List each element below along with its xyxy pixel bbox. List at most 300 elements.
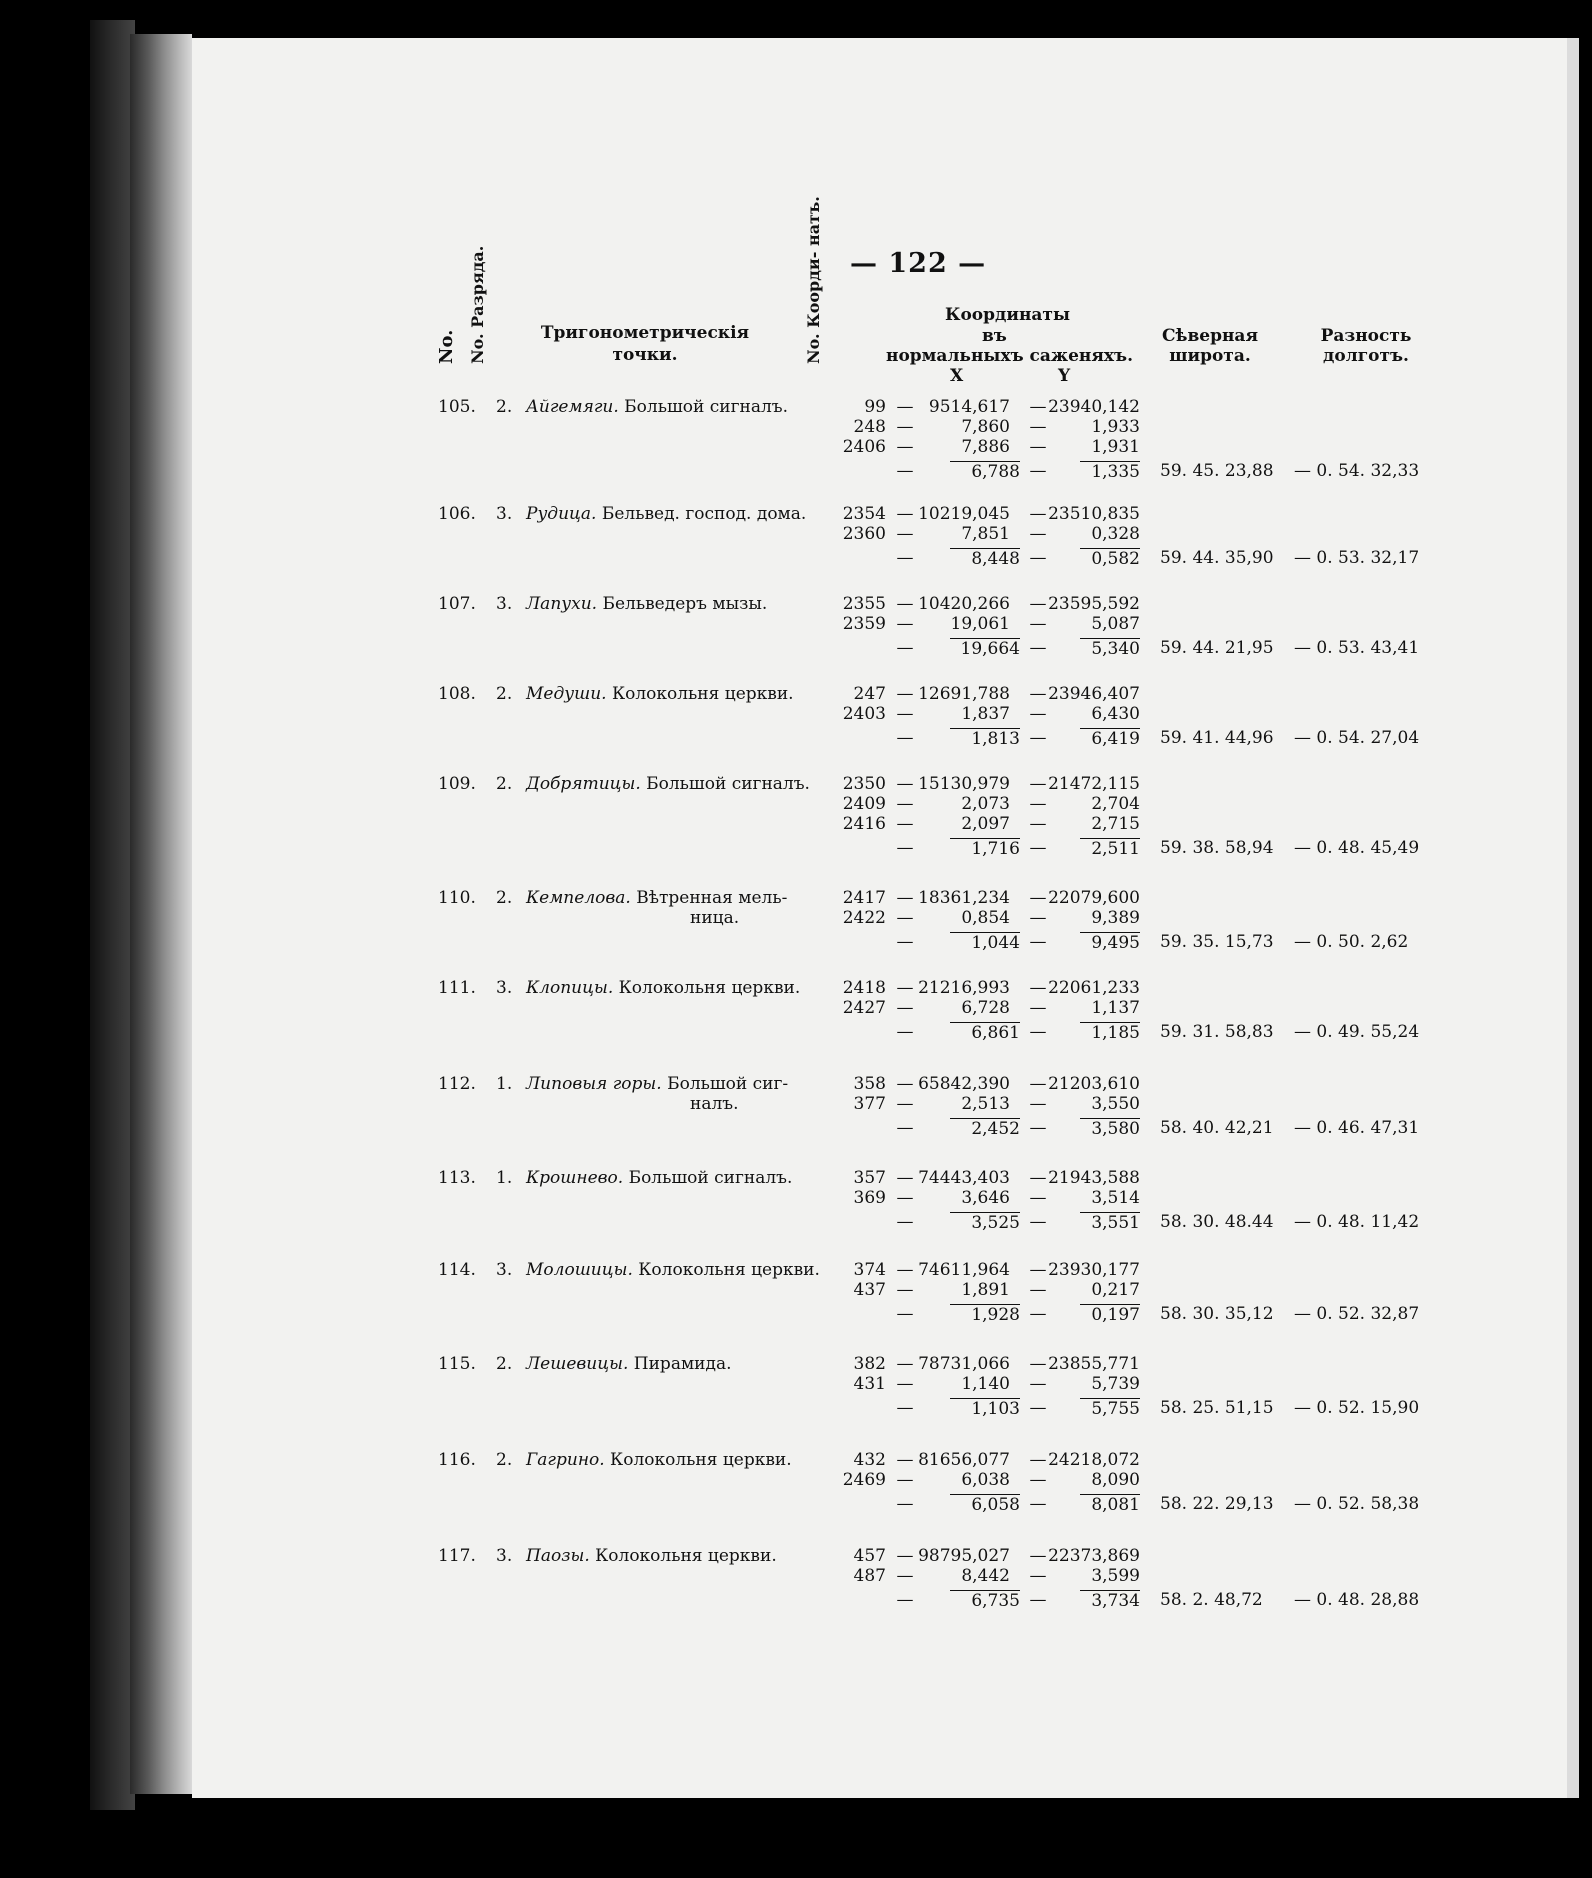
dash: — <box>896 1398 914 1418</box>
north-latitude: 59. 45. 23,88 <box>1160 461 1274 481</box>
coord-number: 99 <box>864 397 886 417</box>
dash: — <box>1029 1212 1047 1232</box>
north-latitude: 59. 38. 58,94 <box>1160 838 1274 858</box>
point-name <box>526 774 810 794</box>
point-kind: Большой сигналъ. <box>623 1168 793 1188</box>
dash: — <box>1029 888 1047 908</box>
dash: — <box>896 978 914 998</box>
longitude-difference: — 0. 54. 32,33 <box>1294 461 1420 481</box>
x-value: 8,442 <box>961 1566 1010 1586</box>
y-value: 22079,600 <box>1048 888 1140 908</box>
coord-number: 2406 <box>842 437 886 457</box>
dash: — <box>896 1280 914 1300</box>
point-place: Паозы. <box>526 1546 590 1566</box>
x-mean: 1,813 <box>950 728 1020 749</box>
table-row <box>0 1074 1592 1169</box>
x-value: 7,860 <box>961 417 1010 437</box>
y-mean: 1,335 <box>1080 461 1140 482</box>
dash: — <box>896 814 914 834</box>
dash: — <box>1029 908 1047 928</box>
dash: — <box>1029 1354 1047 1374</box>
y-mean: 6,419 <box>1080 728 1140 749</box>
x-mean: 3,525 <box>950 1212 1020 1233</box>
dash: — <box>1029 684 1047 704</box>
longitude-difference: — 0. 53. 43,41 <box>1294 638 1420 658</box>
x-value: 2,097 <box>961 814 1010 834</box>
dash: — <box>1029 1566 1047 1586</box>
dash: — <box>1029 1590 1047 1610</box>
y-mean: 2,511 <box>1080 838 1140 859</box>
x-value: 15130,979 <box>918 774 1010 794</box>
y-value: 9,389 <box>1091 908 1140 928</box>
y-value: 1,931 <box>1091 437 1140 457</box>
dash: — <box>1029 504 1047 524</box>
x-mean: 2,452 <box>950 1118 1020 1139</box>
coord-number: 432 <box>853 1450 886 1470</box>
y-mean: 3,580 <box>1080 1118 1140 1139</box>
header-north-lat: Сѣверная широта. <box>1161 326 1258 366</box>
entry-class: 2. <box>496 774 513 794</box>
point-kind: Большой сигналъ. <box>640 774 810 794</box>
table-row <box>0 504 1592 599</box>
coord-number: 2350 <box>842 774 886 794</box>
longitude-difference: — 0. 49. 55,24 <box>1294 1022 1420 1042</box>
y-value: 23595,592 <box>1048 594 1140 614</box>
x-mean: 19,664 <box>950 638 1020 659</box>
dash: — <box>1029 1398 1047 1418</box>
x-value: 3,646 <box>961 1188 1010 1208</box>
entry-number: 117. <box>438 1546 476 1566</box>
dash: — <box>896 614 914 634</box>
coord-number: 358 <box>853 1074 886 1094</box>
header-coords-1: Координаты <box>945 305 1071 325</box>
page-number: — 122 — <box>850 248 987 279</box>
coord-number: 2359 <box>842 614 886 634</box>
longitude-difference: — 0. 52. 58,38 <box>1294 1494 1420 1514</box>
dash: — <box>896 594 914 614</box>
dash: — <box>1029 838 1047 858</box>
entry-class: 3. <box>496 978 513 998</box>
north-latitude: 58. 25. 51,15 <box>1160 1398 1274 1418</box>
coord-number: 248 <box>853 417 886 437</box>
north-latitude: 58. 30. 35,12 <box>1160 1304 1274 1324</box>
header-trig-points: Тригонометрическія точки. <box>540 323 750 365</box>
point-place: Рудица. <box>526 504 597 524</box>
entry-number: 111. <box>438 978 476 998</box>
point-name <box>526 684 794 704</box>
entry-number: 108. <box>438 684 476 704</box>
entry-class: 2. <box>496 1450 513 1470</box>
x-value: 18361,234 <box>918 888 1010 908</box>
dash: — <box>1029 524 1047 544</box>
point-place: Медуши. <box>526 684 607 704</box>
entry-class: 3. <box>496 504 513 524</box>
y-mean: 8,081 <box>1080 1494 1140 1515</box>
coord-number: 377 <box>853 1094 886 1114</box>
x-value: 7,886 <box>961 437 1010 457</box>
dash: — <box>896 1168 914 1188</box>
point-place: Лешевицы. <box>526 1354 629 1374</box>
point-name <box>526 978 800 998</box>
x-mean: 1,928 <box>950 1304 1020 1325</box>
longitude-difference: — 0. 50. 2,62 <box>1294 932 1409 952</box>
longitude-difference: — 0. 48. 45,49 <box>1294 838 1420 858</box>
north-latitude: 59. 35. 15,73 <box>1160 932 1274 952</box>
x-value: 10420,266 <box>918 594 1010 614</box>
entry-number: 112. <box>438 1074 476 1094</box>
dash: — <box>1029 1094 1047 1114</box>
dash: — <box>1029 1168 1047 1188</box>
longitude-difference: — 0. 53. 32,17 <box>1294 548 1420 568</box>
entry-class: 2. <box>496 397 513 417</box>
coord-number: 374 <box>853 1260 886 1280</box>
coord-number: 487 <box>853 1566 886 1586</box>
dash: — <box>1029 728 1047 748</box>
north-latitude: 59. 44. 35,90 <box>1160 548 1274 568</box>
y-mean: 5,340 <box>1080 638 1140 659</box>
header-y: Y <box>1058 366 1071 386</box>
point-name <box>526 1354 732 1374</box>
longitude-difference: — 0. 48. 11,42 <box>1294 1212 1420 1232</box>
entry-number: 115. <box>438 1354 476 1374</box>
dash: — <box>1029 1074 1047 1094</box>
coord-number: 2354 <box>842 504 886 524</box>
y-value: 0,328 <box>1091 524 1140 544</box>
y-value: 23930,177 <box>1048 1260 1140 1280</box>
x-value: 0,854 <box>961 908 1010 928</box>
dash: — <box>896 437 914 457</box>
header-coords-2: въ <box>982 326 1007 346</box>
north-latitude: 59. 41. 44,96 <box>1160 728 1274 748</box>
dash: — <box>1029 548 1047 568</box>
point-name <box>526 397 788 417</box>
coord-number: 2427 <box>842 998 886 1018</box>
point-name <box>526 888 787 908</box>
dash: — <box>896 417 914 437</box>
dash: — <box>896 1566 914 1586</box>
y-mean: 5,755 <box>1080 1398 1140 1419</box>
dash: — <box>896 684 914 704</box>
x-mean: 1,044 <box>950 932 1020 953</box>
point-name <box>526 1546 777 1566</box>
coord-number: 2355 <box>842 594 886 614</box>
dash: — <box>1029 1374 1047 1394</box>
dash: — <box>1029 794 1047 814</box>
point-place: Айгемяги. <box>526 397 619 417</box>
dash: — <box>1029 1188 1047 1208</box>
point-name-cont: налъ. <box>690 1094 739 1114</box>
point-kind: Пирамида. <box>628 1354 732 1374</box>
point-kind: Вѣтренная мель- <box>630 888 788 908</box>
table-row <box>0 1450 1592 1545</box>
coord-number: 2416 <box>842 814 886 834</box>
north-latitude: 58. 22. 29,13 <box>1160 1494 1274 1514</box>
y-value: 23855,771 <box>1048 1354 1140 1374</box>
x-value: 21216,993 <box>918 978 1010 998</box>
table-row <box>0 1354 1592 1449</box>
longitude-difference: — 0. 54. 27,04 <box>1294 728 1420 748</box>
dash: — <box>1029 998 1047 1018</box>
coord-number: 382 <box>853 1354 886 1374</box>
point-kind: Колокольня церкви. <box>606 684 794 704</box>
dash: — <box>896 1494 914 1514</box>
north-latitude: 58. 40. 42,21 <box>1160 1118 1274 1138</box>
x-mean: 6,861 <box>950 1022 1020 1043</box>
entry-class: 3. <box>496 1260 513 1280</box>
table-row <box>0 978 1592 1073</box>
dash: — <box>896 524 914 544</box>
point-place: Гагрино. <box>526 1450 605 1470</box>
y-value: 1,137 <box>1091 998 1140 1018</box>
coord-number: 2360 <box>842 524 886 544</box>
x-mean: 8,448 <box>950 548 1020 569</box>
dash: — <box>1029 461 1047 481</box>
x-value: 78731,066 <box>918 1354 1010 1374</box>
entry-class: 3. <box>496 1546 513 1566</box>
dash: — <box>896 794 914 814</box>
dash: — <box>896 908 914 928</box>
dash: — <box>896 728 914 748</box>
x-value: 2,073 <box>961 794 1010 814</box>
y-mean: 1,185 <box>1080 1022 1140 1043</box>
x-value: 65842,390 <box>918 1074 1010 1094</box>
dash: — <box>1029 1450 1047 1470</box>
y-value: 22061,233 <box>1048 978 1140 998</box>
entry-class: 2. <box>496 684 513 704</box>
table-row <box>0 594 1592 689</box>
entry-class: 2. <box>496 1354 513 1374</box>
y-value: 2,715 <box>1091 814 1140 834</box>
header-no-class: No. Разряда. <box>468 245 487 364</box>
dash: — <box>1029 614 1047 634</box>
dash: — <box>1029 397 1047 417</box>
y-value: 21203,610 <box>1048 1074 1140 1094</box>
north-latitude: 59. 44. 21,95 <box>1160 638 1274 658</box>
table-row <box>0 397 1592 492</box>
entry-number: 114. <box>438 1260 476 1280</box>
y-value: 3,514 <box>1091 1188 1140 1208</box>
header-x: X <box>950 366 964 386</box>
table-row <box>0 888 1592 983</box>
point-kind: Большой сиг- <box>661 1074 789 1094</box>
point-place: Лапухи. <box>526 594 598 614</box>
point-name-cont: ница. <box>690 908 740 928</box>
y-value: 24218,072 <box>1048 1450 1140 1470</box>
entry-number: 110. <box>438 888 476 908</box>
dash: — <box>1029 932 1047 952</box>
y-mean: 3,551 <box>1080 1212 1140 1233</box>
dash: — <box>1029 978 1047 998</box>
y-value: 5,087 <box>1091 614 1140 634</box>
y-value: 0,217 <box>1091 1280 1140 1300</box>
entry-number: 109. <box>438 774 476 794</box>
coord-number: 457 <box>853 1546 886 1566</box>
entry-number: 106. <box>438 504 476 524</box>
point-name <box>526 1260 820 1280</box>
coord-number: 2418 <box>842 978 886 998</box>
x-mean: 6,735 <box>950 1590 1020 1611</box>
dash: — <box>1029 1118 1047 1138</box>
header-coords-3: нормальныхъ саженяхъ. <box>886 346 1133 366</box>
point-name <box>526 504 806 524</box>
entry-number: 113. <box>438 1168 476 1188</box>
dash: — <box>896 998 914 1018</box>
dash: — <box>1029 1022 1047 1042</box>
point-kind: Бельвед. господ. дома. <box>596 504 807 524</box>
dash: — <box>896 504 914 524</box>
point-name <box>526 1450 792 1470</box>
point-kind: Колокольня церкви. <box>632 1260 820 1280</box>
point-place: Кемпелова. <box>526 888 631 908</box>
dash: — <box>1029 1280 1047 1300</box>
entry-number: 105. <box>438 397 476 417</box>
dash: — <box>896 1212 914 1232</box>
x-value: 19,061 <box>950 614 1010 634</box>
point-kind: Бельведеръ мызы. <box>597 594 768 614</box>
longitude-difference: — 0. 52. 15,90 <box>1294 1398 1420 1418</box>
dash: — <box>896 1470 914 1490</box>
x-mean: 6,788 <box>950 461 1020 482</box>
x-value: 2,513 <box>961 1094 1010 1114</box>
x-value: 6,728 <box>961 998 1010 1018</box>
dash: — <box>1029 704 1047 724</box>
dash: — <box>896 774 914 794</box>
dash: — <box>1029 1546 1047 1566</box>
x-value: 81656,077 <box>918 1450 1010 1470</box>
dash: — <box>896 1590 914 1610</box>
y-value: 21943,588 <box>1048 1168 1140 1188</box>
y-mean: 0,197 <box>1080 1304 1140 1325</box>
dash: — <box>896 932 914 952</box>
coord-number: 2469 <box>842 1470 886 1490</box>
dash: — <box>896 1188 914 1208</box>
x-value: 1,891 <box>961 1280 1010 1300</box>
dash: — <box>896 1118 914 1138</box>
y-value: 3,599 <box>1091 1566 1140 1586</box>
x-value: 74443,403 <box>918 1168 1010 1188</box>
point-place: Добрятицы. <box>526 774 641 794</box>
table-row <box>0 1168 1592 1263</box>
dash: — <box>896 888 914 908</box>
dash: — <box>1029 1260 1047 1280</box>
coord-number: 431 <box>853 1374 886 1394</box>
dash: — <box>896 638 914 658</box>
header-no: No. <box>436 329 457 364</box>
coord-number: 247 <box>853 684 886 704</box>
coord-number: 2417 <box>842 888 886 908</box>
dash: — <box>896 1074 914 1094</box>
dash: — <box>1029 638 1047 658</box>
dash: — <box>896 704 914 724</box>
x-mean: 1,716 <box>950 838 1020 859</box>
entry-number: 116. <box>438 1450 476 1470</box>
dash: — <box>1029 1304 1047 1324</box>
dash: — <box>896 548 914 568</box>
x-value: 1,140 <box>961 1374 1010 1394</box>
table-row <box>0 1260 1592 1355</box>
entry-class: 2. <box>496 888 513 908</box>
coord-number: 437 <box>853 1280 886 1300</box>
dash: — <box>896 1260 914 1280</box>
y-value: 1,933 <box>1091 417 1140 437</box>
table-row <box>0 1546 1592 1641</box>
dash: — <box>896 1450 914 1470</box>
header-lon-diff: Разность долготъ. <box>1320 326 1412 366</box>
dash: — <box>1029 1470 1047 1490</box>
dash: — <box>896 1022 914 1042</box>
y-value: 6,430 <box>1091 704 1140 724</box>
entry-class: 3. <box>496 594 513 614</box>
dash: — <box>1029 1494 1047 1514</box>
y-value: 2,704 <box>1091 794 1140 814</box>
dash: — <box>1029 814 1047 834</box>
longitude-difference: — 0. 52. 32,87 <box>1294 1304 1420 1324</box>
y-value: 23510,835 <box>1048 504 1140 524</box>
point-place: Молошицы. <box>526 1260 633 1280</box>
point-kind: Колокольня церкви. <box>589 1546 777 1566</box>
x-value: 1,837 <box>961 704 1010 724</box>
header-no-coord: No. Коорди- натъ. <box>804 196 823 364</box>
x-value: 10219,045 <box>918 504 1010 524</box>
y-value: 23946,407 <box>1048 684 1140 704</box>
coord-number: 2409 <box>842 794 886 814</box>
y-value: 8,090 <box>1091 1470 1140 1490</box>
x-value: 9514,617 <box>928 397 1010 417</box>
y-mean: 9,495 <box>1080 932 1140 953</box>
point-kind: Колокольня церкви. <box>604 1450 792 1470</box>
x-value: 6,038 <box>961 1470 1010 1490</box>
dash: — <box>1029 437 1047 457</box>
point-place: Липовыя горы. <box>526 1074 662 1094</box>
y-mean: 3,734 <box>1080 1590 1140 1611</box>
coord-number: 369 <box>853 1188 886 1208</box>
dash: — <box>1029 594 1047 614</box>
dash: — <box>896 1304 914 1324</box>
dash: — <box>896 1374 914 1394</box>
dash: — <box>1029 774 1047 794</box>
dash: — <box>896 1354 914 1374</box>
point-place: Клопицы. <box>526 978 614 998</box>
coord-number: 2403 <box>842 704 886 724</box>
table-row <box>0 684 1592 779</box>
longitude-difference: — 0. 48. 28,88 <box>1294 1590 1420 1610</box>
dash: — <box>896 1094 914 1114</box>
entry-class: 1. <box>496 1074 513 1094</box>
longitude-difference: — 0. 46. 47,31 <box>1294 1118 1420 1138</box>
point-name <box>526 1168 792 1188</box>
y-value: 3,550 <box>1091 1094 1140 1114</box>
x-value: 98795,027 <box>918 1546 1010 1566</box>
dash: — <box>896 1546 914 1566</box>
table-row <box>0 774 1592 869</box>
x-mean: 1,103 <box>950 1398 1020 1419</box>
point-kind: Колокольня церкви. <box>613 978 801 998</box>
entry-class: 1. <box>496 1168 513 1188</box>
y-value: 5,739 <box>1091 1374 1140 1394</box>
y-mean: 0,582 <box>1080 548 1140 569</box>
coord-number: 2422 <box>842 908 886 928</box>
coord-number: 357 <box>853 1168 886 1188</box>
dash: — <box>896 461 914 481</box>
point-name <box>526 594 767 614</box>
x-value: 12691,788 <box>918 684 1010 704</box>
dash: — <box>896 838 914 858</box>
y-value: 23940,142 <box>1048 397 1140 417</box>
entry-number: 107. <box>438 594 476 614</box>
x-value: 74611,964 <box>918 1260 1010 1280</box>
north-latitude: 58. 30. 48.44 <box>1160 1212 1274 1232</box>
x-value: 7,851 <box>961 524 1010 544</box>
